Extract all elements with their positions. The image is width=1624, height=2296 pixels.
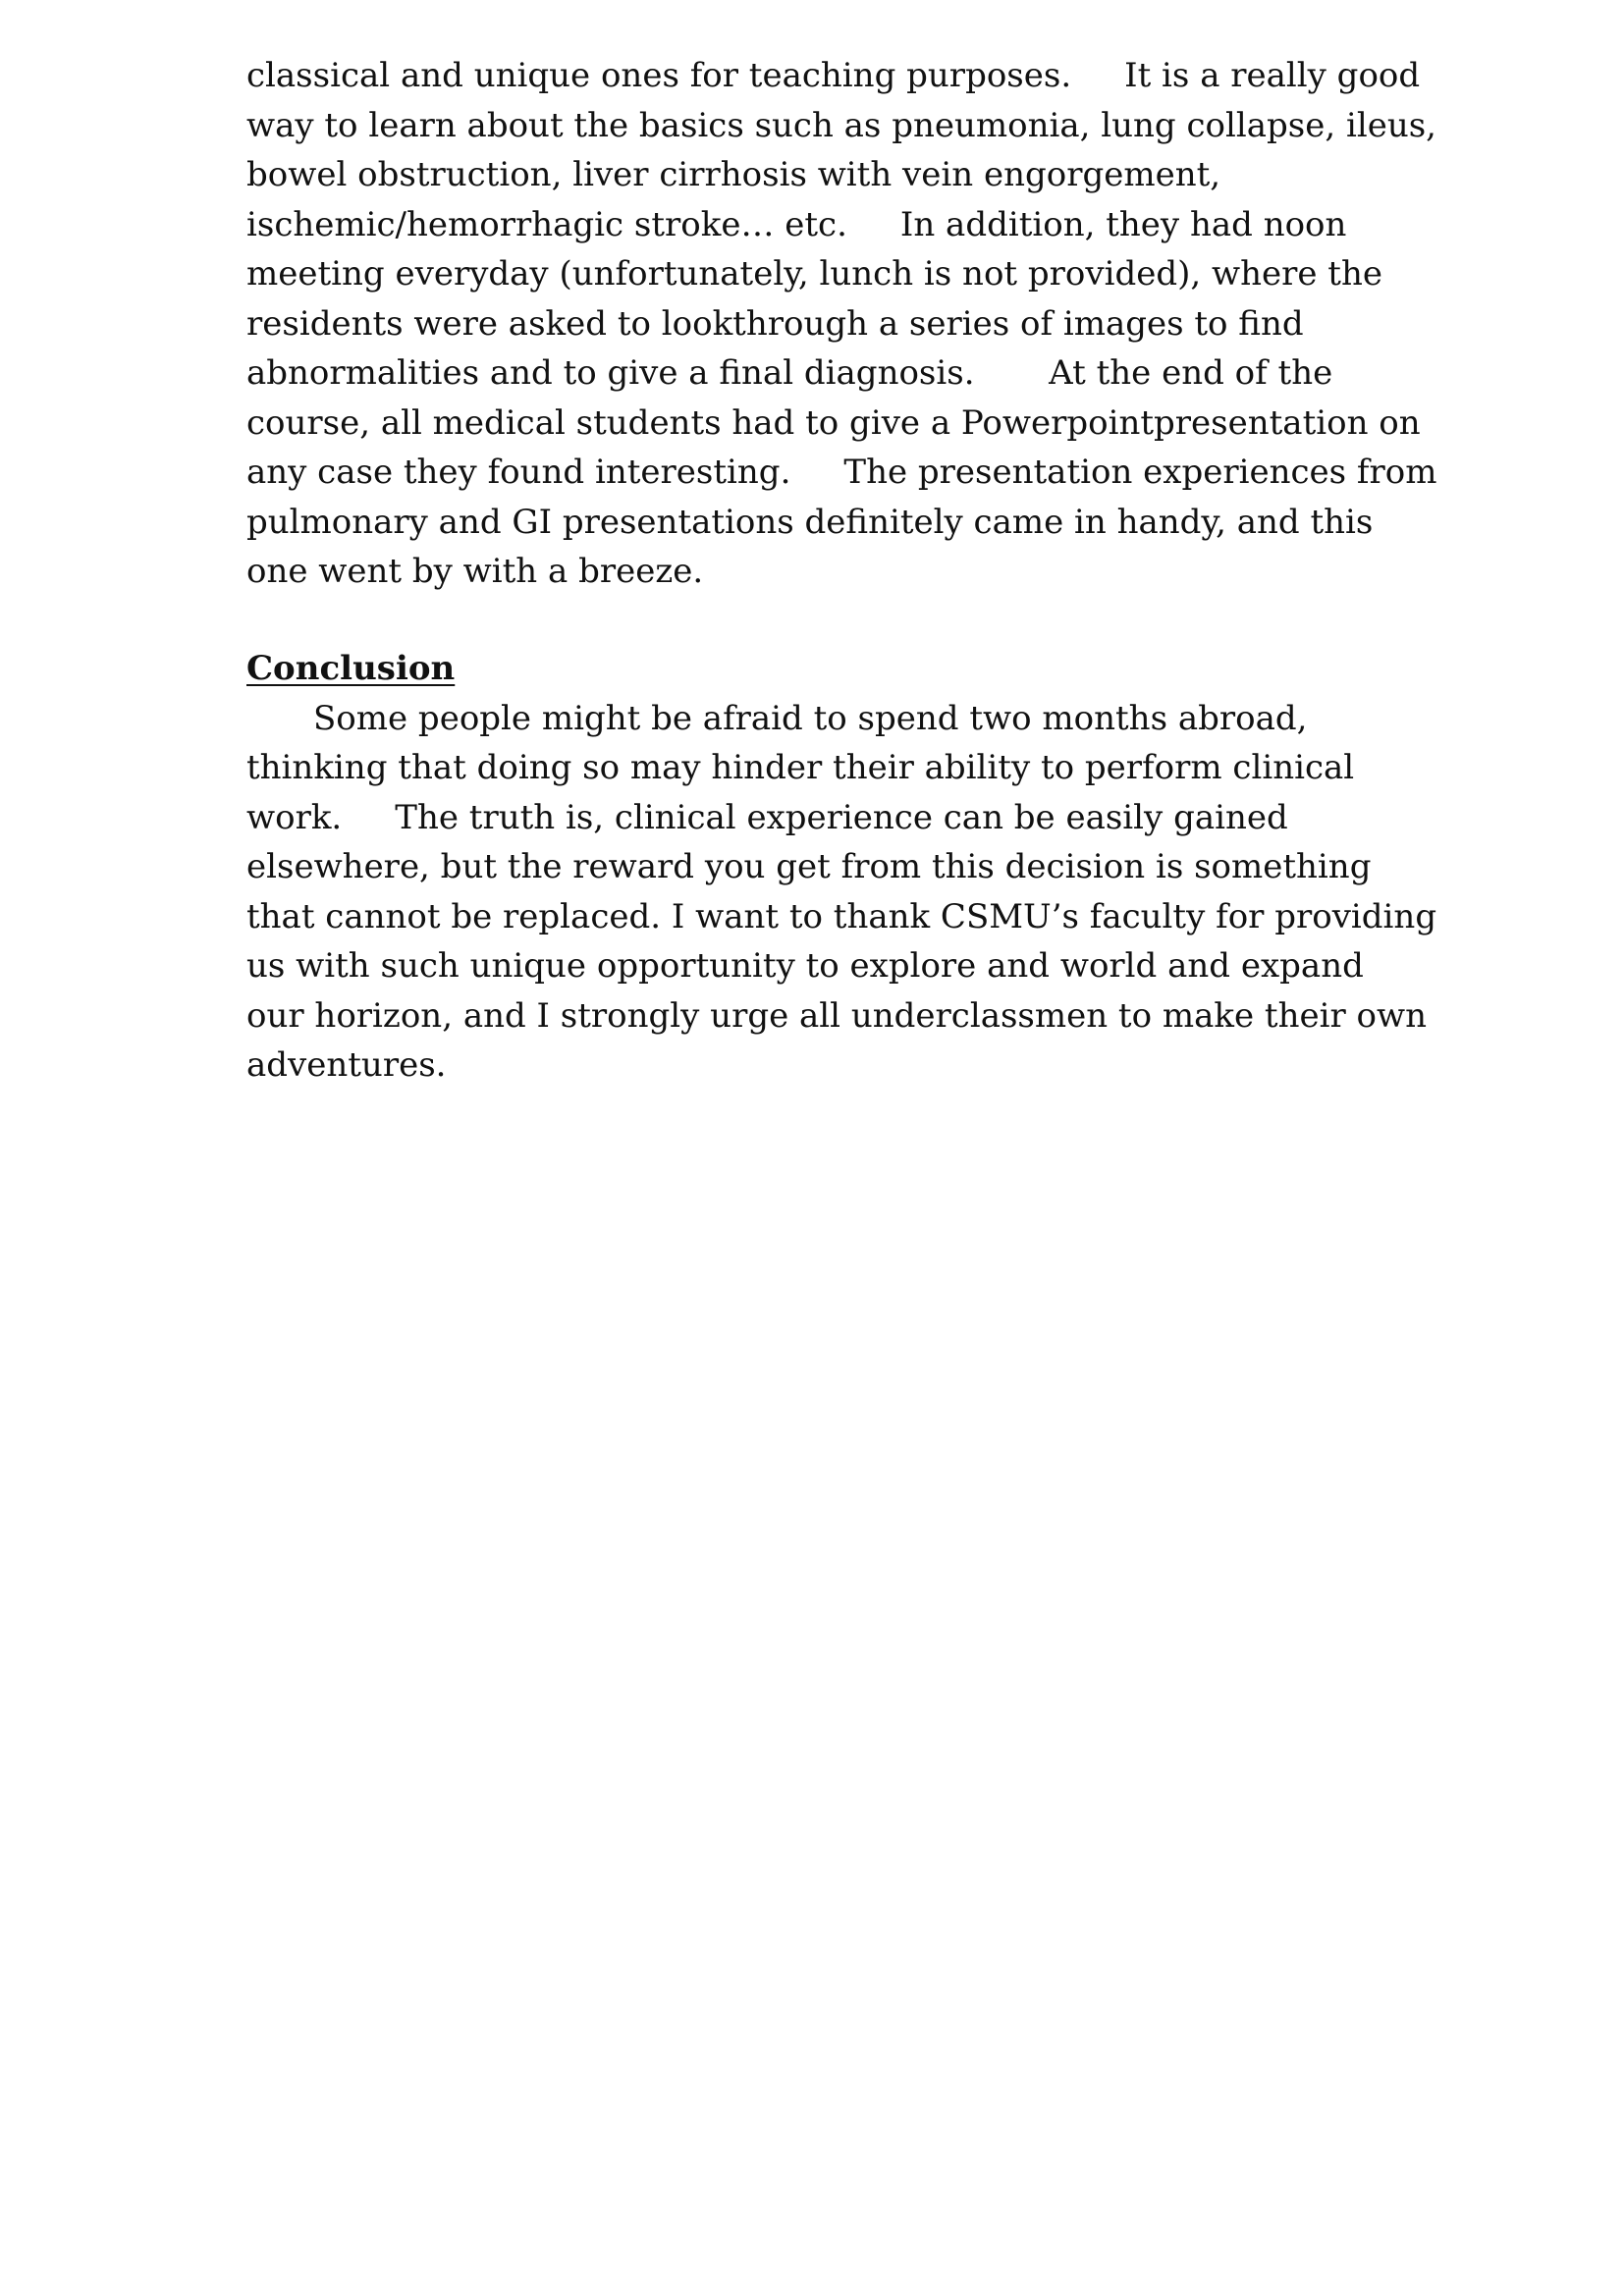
paragraph-line: any case they found interesting. The presentation experiences from (246, 453, 1437, 492)
paragraph-line: abnormalities and to give a final diagnosis. At the end of the (246, 353, 1333, 393)
paragraph-line: thinking that doing so may hinder their ability to perform clinical (246, 748, 1355, 787)
paragraph-line: one went by with a breeze. (246, 552, 704, 591)
paragraph-line: our horizon, and I strongly urge all underclassmen to make their own (246, 995, 1428, 1036)
paragraph-line: bowel obstruction, liver cirrhosis with vein engorgement, (246, 155, 1221, 194)
paragraph-line: pulmonary and GI presentations definitely came in handy, and this (246, 502, 1374, 542)
paragraph-line: way to learn about the basics such as pneumonia, lung collapse, ileus, (246, 105, 1436, 145)
paragraph-line: meeting everyday (unfortunately, lunch is not provided), where the (246, 254, 1382, 294)
paragraph-line: classical and unique ones for teaching purposes. It is a really good (246, 56, 1421, 95)
paragraph-line: course, all medical students had to give a Powerpointpresentation on (246, 402, 1421, 443)
paragraph-line: elsewhere, but the reward you get from this decision is something (246, 847, 1372, 886)
section-heading: Conclusion (246, 649, 456, 688)
paragraph-line: ischemic/hemorrhagic stroke… etc. In addition, they had noon (246, 204, 1347, 244)
paragraph-line: adventures. (246, 1045, 447, 1085)
conclusion-section (246, 644, 1437, 1091)
paragraph-line: Some people might be afraid to spend two months abroad, (313, 698, 1308, 738)
paragraph-line: us with such unique opportunity to explore and world and expand (246, 946, 1364, 986)
paragraph-line: work. The truth is, clinical experience can be easily gained (246, 797, 1288, 837)
paragraph-line: that cannot be replaced. I want to thank CSMU’s faculty for providing (246, 896, 1437, 936)
body-paragraph (246, 51, 1437, 597)
paragraph-line: residents were asked to lookthrough a series of images to find (246, 303, 1304, 344)
